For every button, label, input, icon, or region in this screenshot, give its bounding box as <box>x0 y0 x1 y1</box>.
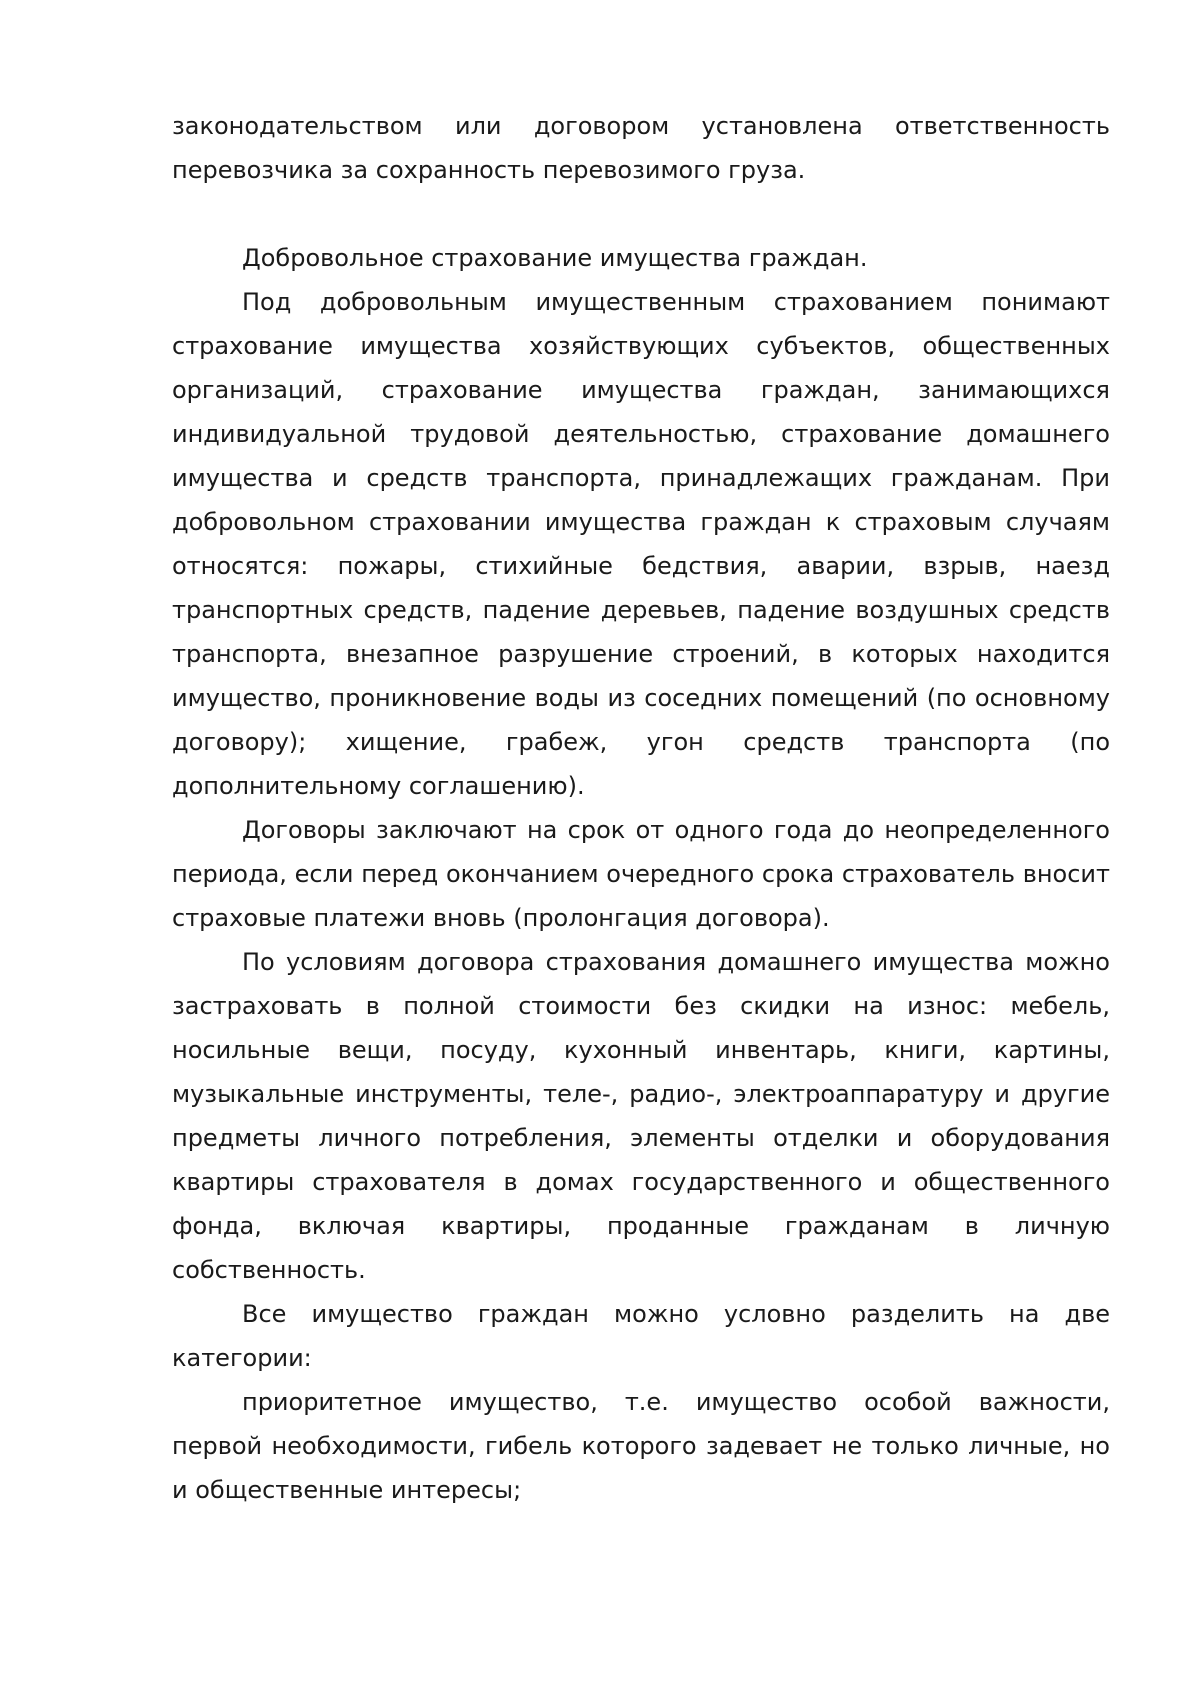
paragraph-definition: Под добровольным имущественным страхованием понимают страхование имущества хозяйствующих субъектов, общественных организаций, страхование имущества граждан, занимающихся индивидуальной трудовой деятельностью, страхование домашнего имущества и средств транспорта, принадлежащих гражданам. При добровольном страховании имущества граждан к страховым случаям относятся: пожары, стихийные бедствия, аварии, взрыв, наезд транспортных средств, падение деревьев, падение воздушных средств транспорта, внезапное разрушение строений, в которых находится имущество, проникновение воды из соседних помещений (по основному договору); хищение, грабеж, угон средств транспорта (по дополнительному соглашению). <box>172 288 1110 800</box>
paragraph-priority-property: приоритетное имущество, т.е. имущество особой важности, первой необходимости, гибель которого задевает не только личные, но и общественные интересы; <box>172 1388 1110 1504</box>
paragraph-contract-term: Договоры заключают на срок от одного года до неопределенного периода, если перед окончанием очередного срока страхователь вносит страховые платежи вновь (пролонгация договора). <box>172 816 1110 932</box>
section-heading: Добровольное страхование имущества граждан. <box>242 244 868 272</box>
paragraph-categories: Все имущество граждан можно условно разделить на две категории: <box>172 1300 1110 1372</box>
paragraph-spacer <box>172 192 1110 236</box>
document-page <box>172 104 1110 1512</box>
paragraph-continuation: законодательством или договором установлена ответственность перевозчика за сохранность перевозимого груза. <box>172 112 1110 184</box>
paragraph-insured-items: По условиям договора страхования домашнего имущества можно застраховать в полной стоимости без скидки на износ: мебель, носильные вещи, посуду, кухонный инвентарь, книги, картины, музыкальные инструменты, теле-, радио-, электроаппаратуру и другие предметы личного потребления, элементы отделки и оборудования квартиры страхователя в домах государственного и общественного фонда, включая квартиры, проданные гражданам в личную собственность. <box>172 948 1110 1284</box>
